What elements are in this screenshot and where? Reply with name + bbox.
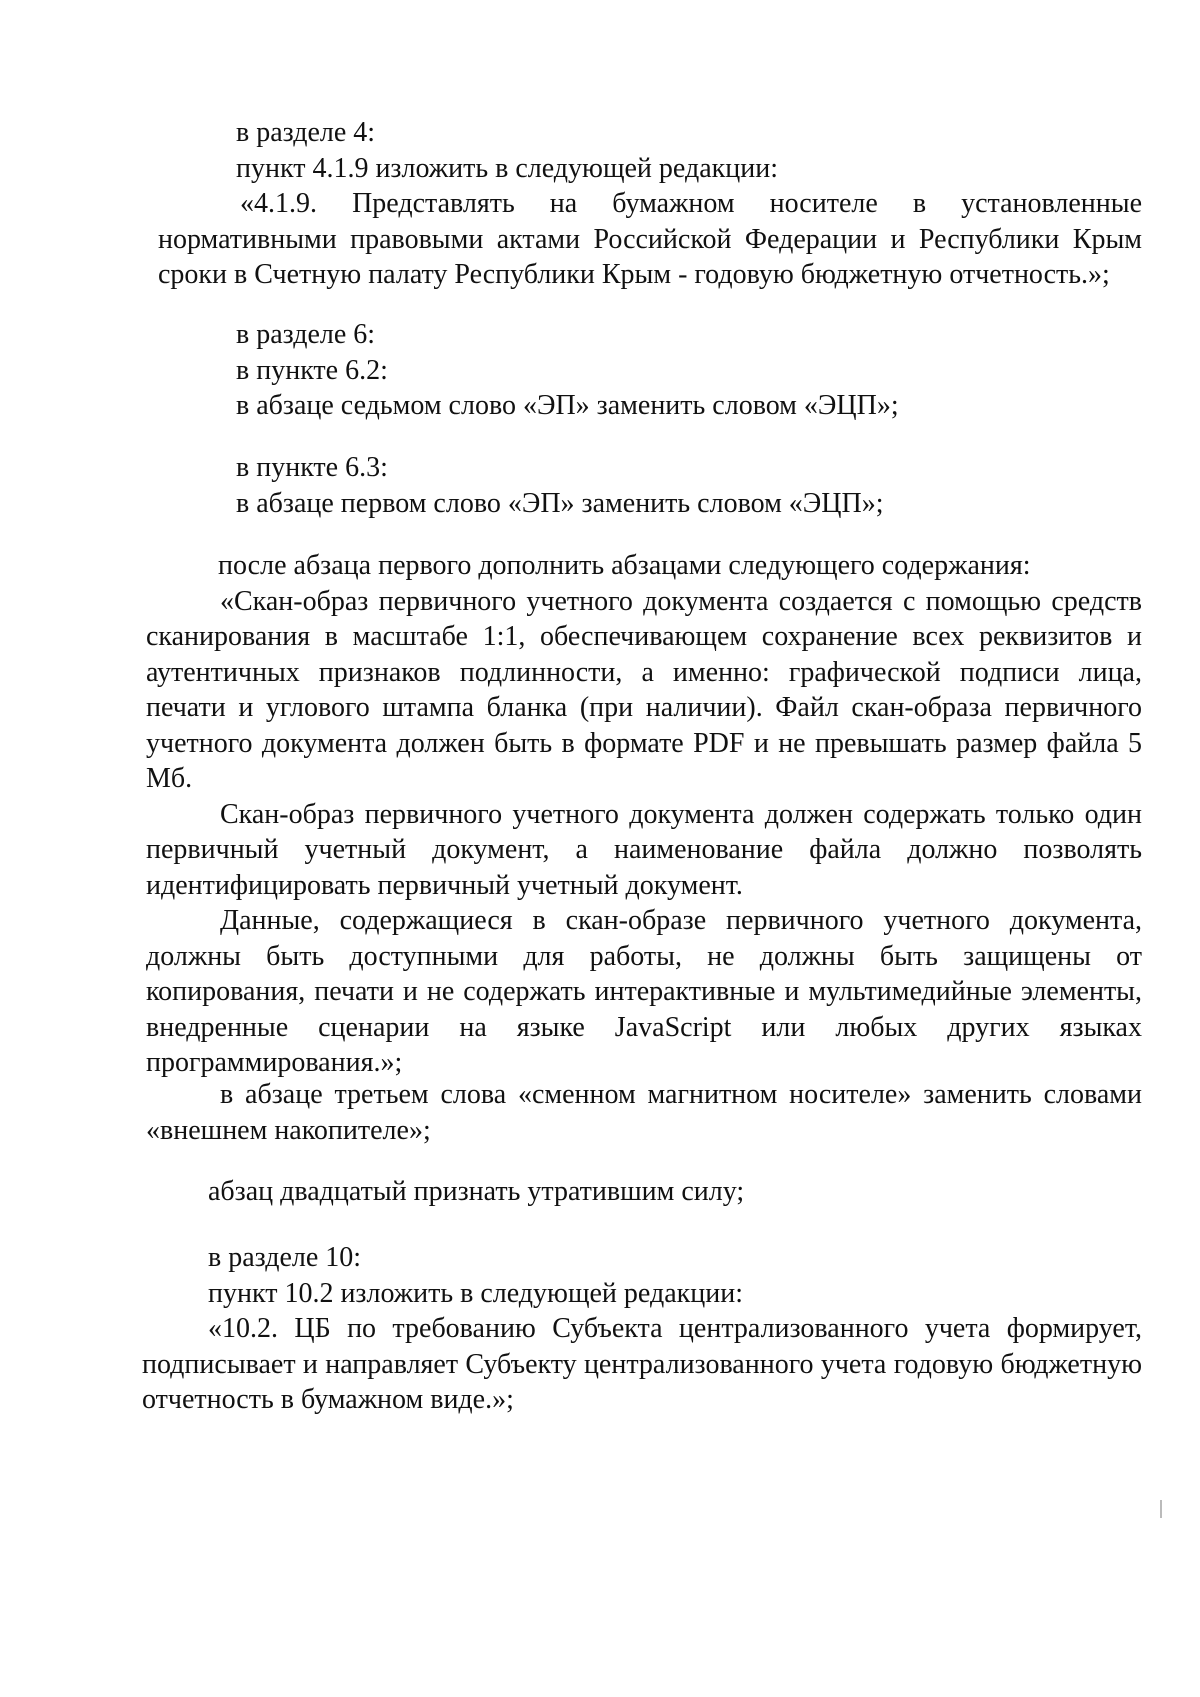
addition-intro: после абзаца первого дополнить абзацами следующего содержания: [218,550,1031,581]
item-6-3-text: в абзаце первом слово «ЭП» заменить словом «ЭЦП»; [236,487,884,519]
addition-paragraph-3: Данные, содержащиеся в скан-образе первичного учетного документа, должны быть доступными для работы, не должны быть защищены от копирования, печати и не содержать интерактивные и мультимедийные элементы, внедренные сценарии на языке JavaScript или любых других языках программирования.»; [146,905,1142,1078]
scan-artifact [1160,1500,1162,1518]
section-4-block [158,115,1142,293]
section-10-block [142,1240,1142,1418]
item-6-3-heading: в пункте 6.3: [236,452,388,483]
addition-paragraph-2: Скан-образ первичного учетного документа должен содержать только один первичный учетный документ, а наименование файла должно позволять идентифицировать первичный учетный документ. [146,798,1142,901]
paragraph-20-block [146,1174,1142,1210]
item-10-2-text: «10.2. ЦБ по требованию Субъекта централизованного учета формирует, подписывает и направляет Субъекту централизованного учета годовую бюджетную отчетность в бумажном виде.»; [142,1313,1142,1415]
section-10-heading: в разделе 10: [208,1242,362,1273]
section-6-block [158,317,1142,424]
addition-block [146,548,1142,1081]
item-6-2-text: в абзаце седьмом слово «ЭП» заменить словом «ЭЦП»; [236,390,899,421]
paragraph-3-block [146,1077,1142,1148]
item-4-1-9-intro: пункт 4.1.9 изложить в следующей редакции: [236,152,778,184]
addition-paragraph-1: «Скан-образ первичного учетного документа создается с помощью средств сканирования в масштабе 1:1, обеспечивающем сохранение всех реквизитов и аутентичных признаков подлинности, а именно: графической подписи лица, печати и углового штампа бланка (при наличии). Файл скан-образа первичного учетного документа должен быть в формате PDF и не превышать размер файла 5 Мб. [146,585,1142,794]
item-6-3-block [158,450,1142,521]
paragraph-3-text: в абзаце третьем слова «сменном магнитном носителе» заменить словами «внешнем накопителе»; [146,1079,1142,1146]
section-6-heading: в разделе 6: [236,319,376,350]
paragraph-20-text: абзац двадцатый признать утратившим силу; [208,1176,745,1207]
item-4-1-9-text: «4.1.9. Представлять на бумажном носителе в установленные нормативными правовыми актами Российской Федерации и Республики Крым сроки в Счетную палату Республики Крым - годовую бюджетную отчетность.»; [158,188,1142,290]
section-4-heading: в разделе 4: [236,117,376,148]
item-10-2-intro: пункт 10.2 изложить в следующей редакции: [208,1277,743,1309]
item-6-2-heading: в пункте 6.2: [236,354,388,386]
